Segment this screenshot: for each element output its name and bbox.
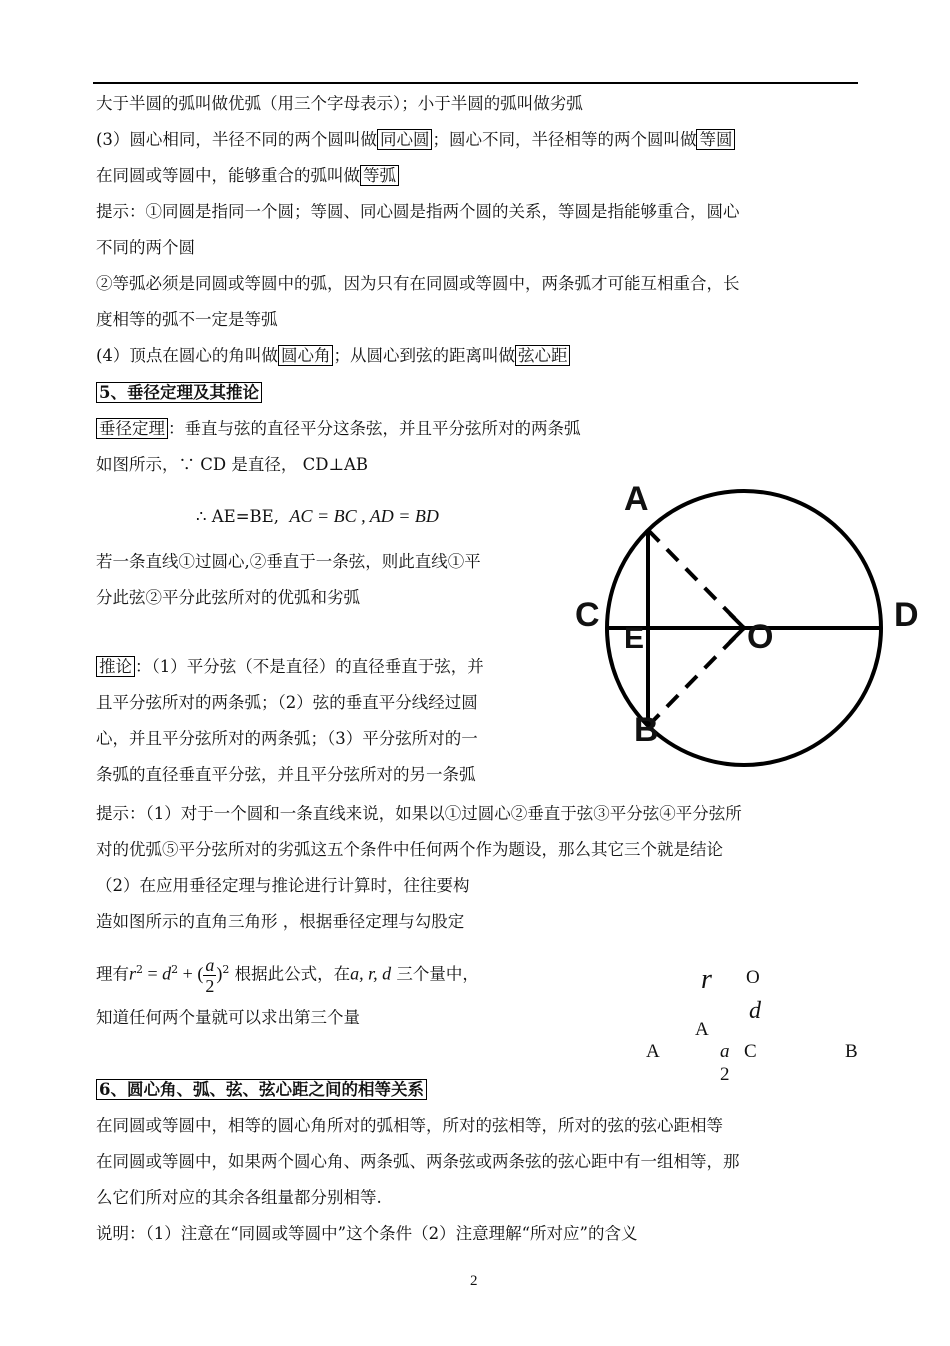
text-line-3	[96, 165, 399, 187]
term-equal-arcs: 等弧	[360, 165, 399, 186]
text-segment: 根据此公式，在	[229, 964, 351, 984]
fig2-label-a-top: A	[695, 1019, 709, 1040]
label-a: A	[624, 480, 649, 518]
text-segment: (4）顶点在圆心的角叫做	[96, 346, 278, 365]
text-segment: (3）圆心相同，半径不同的两个圆叫做	[96, 130, 377, 149]
text-segment: 理有	[96, 964, 129, 984]
text-line-18: 提示：（1）对于一个圆和一条直线来说，如果以①过圆心②垂直于弦③平分弦④平分弦所	[96, 804, 742, 823]
fig2-label-two: 2	[720, 1064, 730, 1085]
variables-ard: a, r, d	[350, 963, 392, 984]
section-heading-6	[96, 1079, 427, 1101]
fig2-label-a: A	[646, 1041, 660, 1062]
fig2-label-c: C	[744, 1041, 757, 1062]
text-segment: ；从圆心到弦的距离叫做	[333, 346, 515, 365]
text-line-17: 条弧的直径垂直平分弦，并且平分弦所对的另一条弧	[96, 765, 476, 784]
label-o: O	[747, 618, 774, 656]
text-line-26: 么它们所对应的其余各组量都分别相等.	[96, 1188, 382, 1207]
text-line-19: 对的优弧⑤平分弦所对的劣弧这五个条件中任何两个作为题设，那么其它三个就是结论	[96, 840, 723, 859]
text-line-5: 不同的两个圆	[96, 238, 195, 257]
fig2-label-o: O	[746, 967, 760, 988]
heading-box: 6、圆心角、弧、弦、弦心距之间的相等关系	[96, 1079, 427, 1100]
text-line-2	[96, 129, 735, 151]
fig2-label-a-half: a	[720, 1041, 730, 1062]
text-line-13: 分此弦②平分此弦所对的优弧和劣弧	[96, 588, 360, 607]
text-line-20: （2）在应用垂径定理与推论进行计算时，往往要构	[96, 876, 470, 895]
term-chord-distance: 弦心距	[515, 345, 571, 366]
plus-sign: + (	[178, 963, 204, 984]
exponent: 2	[222, 963, 230, 976]
text-segment: 在同圆或等圆中，能够重合的弧叫做	[96, 166, 360, 185]
text-line-23: 知道任何两个量就可以求出第三个量	[96, 1008, 360, 1027]
text-line-16: 心，并且平分弦所对的两条弧；（3）平分弦所对的一	[96, 729, 478, 748]
text-line-15: 且平分弦所对的两条弧；（2）弦的垂直平分线经过圆	[96, 693, 478, 712]
text-segment: ∴ AE=BE,	[196, 507, 279, 526]
radius-ob	[648, 628, 744, 726]
term-corollary: 推论	[96, 656, 135, 677]
text-line-27: 说明：（1）注意在“同圆或等圆中”这个条件（2）注意理解“所对应”的含义	[96, 1224, 638, 1243]
text-line-9	[96, 418, 581, 440]
text-segment: ：（1）平分弦（不是直径）的直径垂直于弦，并	[135, 657, 484, 676]
text-segment: ：垂直与弦的直径平分这条弦，并且平分弦所对的两条弧	[168, 419, 581, 438]
label-e: E	[624, 622, 645, 655]
fraction-numerator: a	[205, 954, 215, 975]
text-line-25: 在同圆或等圆中，如果两个圆心角、两条弧、两条弦或两条弦的弦心距中有一组相等，那	[96, 1152, 740, 1171]
radius-oa	[648, 530, 744, 628]
fig2-label-d: d	[749, 998, 761, 1024]
fraction-denominator: 2	[205, 975, 215, 996]
equals-sign: =	[143, 963, 163, 984]
text-line-6: ②等弧必须是同圆或等圆中的弧，因为只有在同圆或等圆中，两条弧才可能互相重合，长	[96, 274, 740, 293]
label-c: C	[575, 596, 600, 634]
fraction-a-over-2	[203, 955, 216, 996]
term-central-angle: 圆心角	[278, 345, 334, 366]
text-line-11	[196, 505, 439, 528]
section-heading-5	[96, 382, 262, 404]
text-segment: 三个量中，	[391, 964, 479, 984]
text-segment: CD⊥AB	[302, 455, 369, 474]
text-segment: ；圆心不同，半径相等的两个圆叫做	[432, 130, 697, 149]
var-d: d	[162, 963, 172, 984]
text-line-10	[96, 454, 368, 476]
exponent: 2	[136, 963, 144, 976]
text-line-21: 造如图所示的直角三角形 ，根据垂径定理与勾股定	[96, 912, 465, 931]
text-line-4: 提示：①同圆是指同一个圆；等圆、同心圆是指两个圆的关系，等圆是指能够重合，圆心	[96, 202, 740, 221]
heading-box: 5、垂径定理及其推论	[96, 382, 262, 403]
label-b: B	[634, 711, 659, 749]
exponent: 2	[171, 963, 179, 976]
header-rule	[93, 82, 858, 84]
fig2-label-r: r	[701, 964, 712, 995]
text-segment: 如图所示，∵ CD 是直径，	[96, 455, 298, 474]
text-line-1: 大于半圆的弧叫做优弧（用三个字母表示）；小于半圆的弧叫做劣弧	[96, 94, 583, 113]
text-line-22	[96, 948, 479, 997]
text-line-14	[96, 656, 484, 678]
text-line-8	[96, 345, 570, 367]
term-equal-circles: 等圆	[696, 129, 735, 150]
text-line-24: 在同圆或等圆中，相等的圆心角所对的弧相等，所对的弦相等，所对的弦的弦心距相等	[96, 1116, 723, 1135]
var-r: r	[129, 963, 137, 984]
page-number: 2	[470, 1273, 478, 1289]
term-perpendicular-diameter-theorem: 垂径定理	[96, 418, 168, 439]
fig2-label-b: B	[845, 1041, 858, 1062]
close-paren: )	[216, 963, 223, 984]
text-line-7: 度相等的弧不一定是等弧	[96, 310, 278, 329]
label-d: D	[894, 596, 919, 634]
text-line-12: 若一条直线①过圆心,②垂直于一条弦，则此直线①平	[96, 552, 481, 571]
term-concentric-circles: 同心圆	[377, 129, 433, 150]
equation-arcs: AC = BC , AD = BD	[289, 506, 439, 526]
